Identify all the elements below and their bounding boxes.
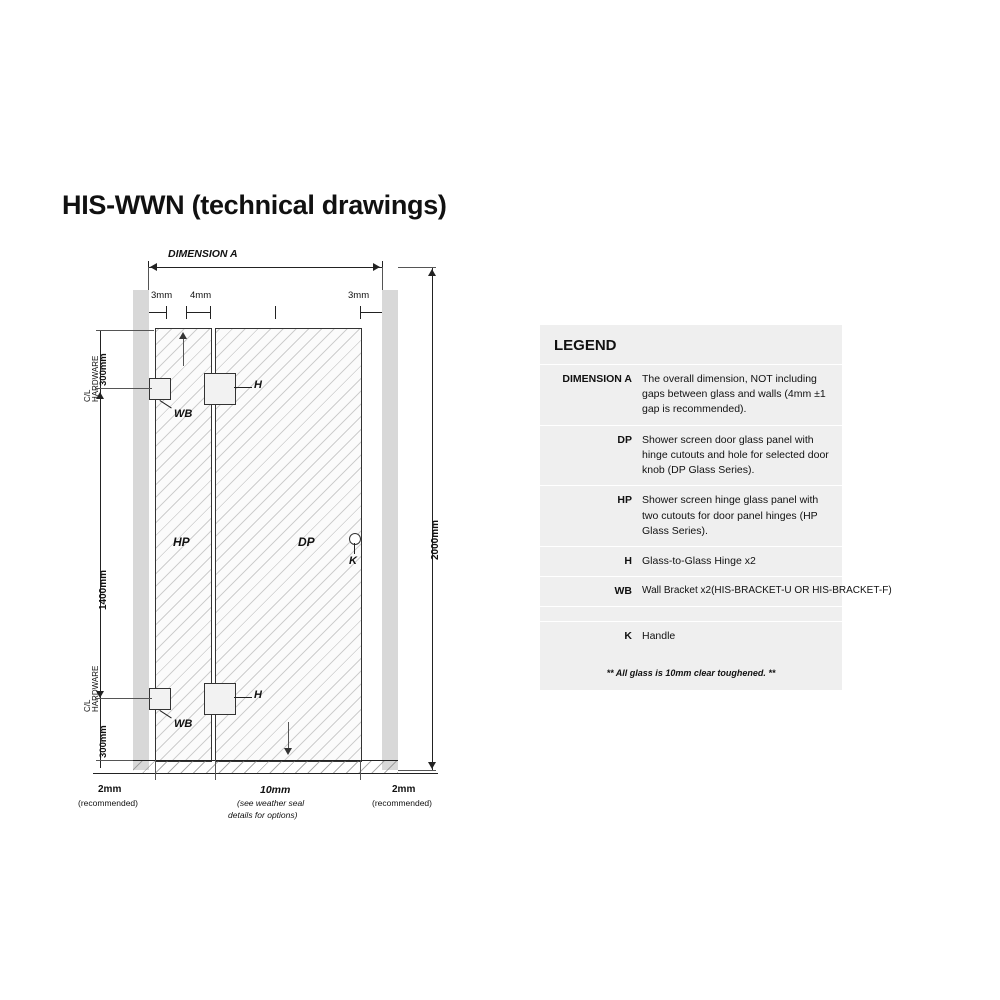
gap-panel-tick-b [210, 306, 211, 319]
right-arrow-bottom [428, 762, 436, 769]
gap-panel-line [186, 312, 210, 313]
bottom-tick-3 [360, 760, 361, 780]
hinge-bottom-label: H [254, 689, 262, 701]
legend-key: K [624, 630, 632, 643]
floor-hatch [133, 761, 398, 773]
legend-key: H [624, 554, 632, 567]
right-tick-top [398, 267, 436, 268]
left-tick-bottom-300 [96, 698, 152, 699]
gap-left-tick-b [166, 306, 167, 319]
dp-arrow-head [284, 748, 292, 755]
legend-title: LEGEND [554, 337, 617, 354]
hp-arrow-line [183, 338, 184, 366]
hp-arrow-head [179, 332, 187, 339]
left-tick-300 [96, 388, 152, 389]
legend-desc: Shower screen hinge glass panel with two cutouts for door panel hinges (HP Glass Series). [642, 494, 819, 537]
height-overall: 2000mm [430, 519, 441, 560]
door-knob [349, 533, 361, 545]
legend-row [540, 621, 842, 651]
bracket-bottom-label: WB [174, 718, 193, 730]
legend-panel [540, 325, 892, 690]
bottom-center-dim: 10mm [260, 784, 291, 796]
hw-bottom-label: C/L HARDWARE [83, 665, 101, 712]
gap-panel-tick-a [186, 306, 187, 319]
legend-row [540, 576, 892, 606]
bottom-center-note-1: (see weather seal [237, 798, 305, 808]
legend-row [540, 546, 842, 576]
bottom-right-note: (recommended) [372, 798, 432, 808]
hw-top-dim: 300mm [98, 353, 109, 386]
gap-left-label: 3mm [151, 290, 173, 301]
bottom-right-dim: 2mm [392, 784, 416, 795]
hinge-top-label: H [254, 379, 262, 391]
bottom-left-dim: 2mm [98, 784, 122, 795]
middle-dim: 1400mm [98, 569, 109, 610]
right-tick-bottom [398, 770, 436, 771]
legend-desc: Wall Bracket x2(HIS-BRACKET-U OR HIS-BRACKET-F) [642, 585, 892, 597]
knob-label: K [349, 555, 357, 567]
hw-bottom-dim: 300mm [98, 725, 109, 758]
legend-desc: Glass-to-Glass Hinge x2 [642, 554, 756, 567]
hp-label: HP [173, 535, 190, 549]
hinge-bottom-leader [234, 697, 252, 698]
knob-leader [354, 543, 355, 554]
legend-spacer [540, 606, 842, 621]
wall-right [382, 290, 398, 770]
wall-bracket-bottom [149, 688, 171, 710]
wall-bracket-top [149, 378, 171, 400]
middle-arrow-top [96, 392, 104, 399]
gap-right-tick-a [360, 306, 361, 319]
ground-line [93, 773, 438, 774]
gap-right-label: 3mm [348, 290, 370, 301]
gap-panel-label: 4mm [190, 290, 212, 301]
legend-desc: Shower screen door glass panel with hinge cutouts and hole for selected door knob (DP Glass Series). [642, 433, 829, 477]
legend-desc: Handle [642, 630, 676, 643]
legend-row [540, 425, 842, 486]
bottom-left-note: (recommended) [78, 798, 138, 808]
glass-hinge-bottom [204, 683, 236, 715]
hw-top-label: C/L HARDWARE [83, 355, 101, 402]
gap-left-line [148, 312, 166, 313]
center-tick [275, 306, 276, 319]
legend-row [540, 485, 842, 546]
legend-key: HP [617, 494, 632, 507]
dimension-a-arrow-right [373, 263, 380, 271]
hinge-top-leader [234, 387, 252, 388]
gap-right-line [360, 312, 382, 313]
dimension-a-line [148, 267, 382, 268]
dp-label: DP [298, 535, 315, 549]
dimension-a-label: DIMENSION A [168, 248, 238, 260]
legend-desc: The overall dimension, NOT including gaps between glass and walls (4mm ±1 gap is recommended). [642, 373, 826, 416]
page-title: HIS-WWN (technical drawings) [62, 190, 447, 220]
legend-row [540, 364, 842, 425]
legend-note: ** All glass is 10mm clear toughened. ** [606, 667, 776, 678]
legend-key: WB [614, 585, 632, 598]
glass-hinge-top [204, 373, 236, 405]
left-tick-top [96, 330, 154, 331]
legend-key: DIMENSION A [562, 373, 632, 385]
dimension-a-arrow-left [150, 263, 157, 271]
dp-arrow-line [288, 722, 289, 750]
legend-key: DP [617, 433, 632, 446]
bracket-top-label: WB [174, 408, 193, 420]
right-arrow-top [428, 269, 436, 276]
bottom-tick-1 [155, 760, 156, 780]
bottom-center-note-2: details for options) [228, 810, 298, 820]
shower-screen-drawing [60, 250, 480, 850]
bottom-tick-2 [215, 760, 216, 780]
right-dim-axis [432, 267, 433, 770]
